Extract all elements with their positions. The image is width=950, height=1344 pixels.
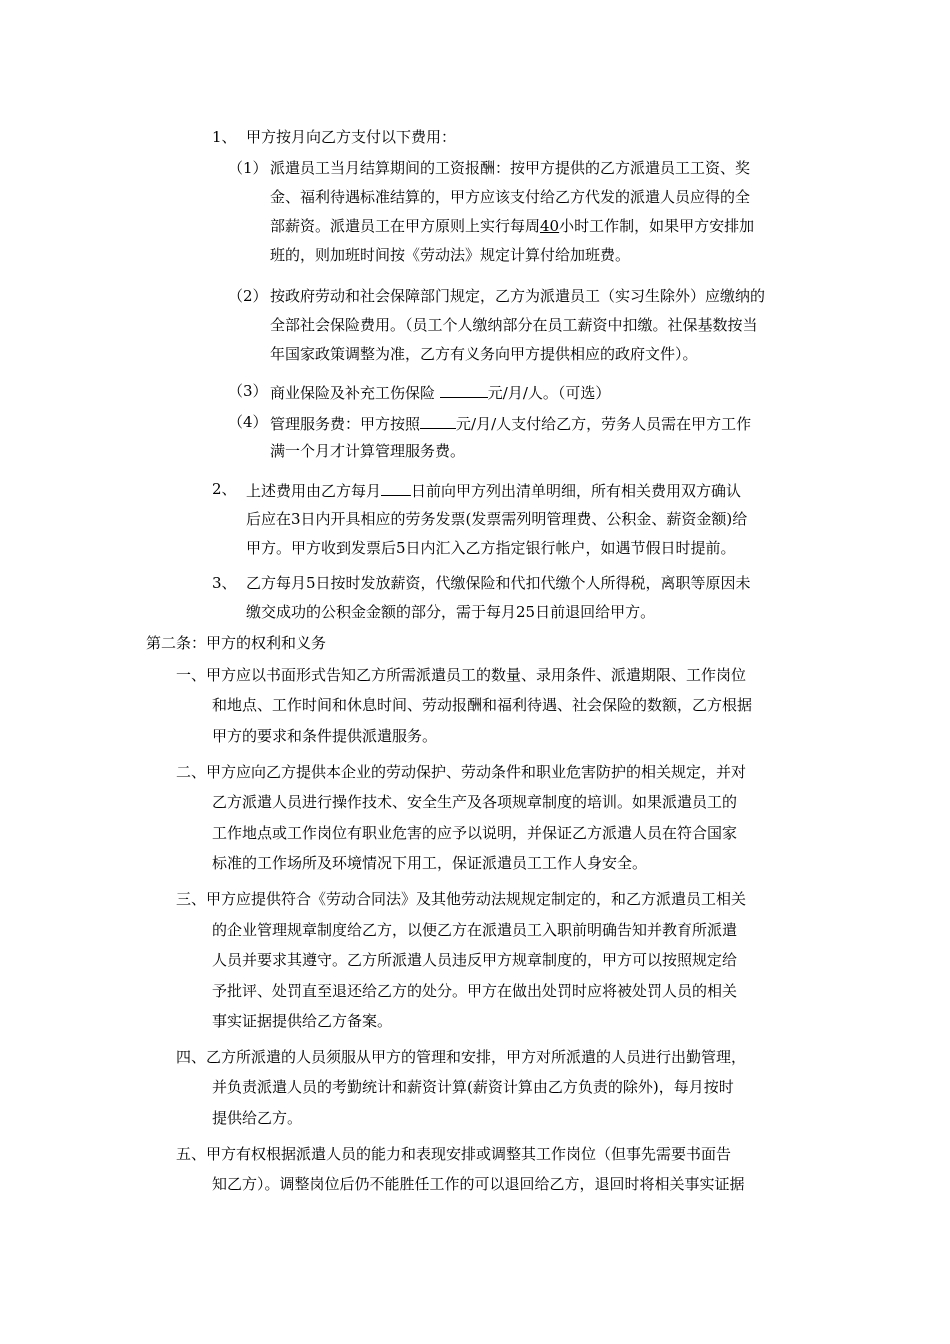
sub-4-line-1: [270, 412, 751, 432]
art2-item-3-line-5: 事实证据提供给乙方备案。: [212, 1012, 393, 1030]
art2-item-5-line-1: 五、甲方有权根据派遣人员的能力和表现安排或调整其工作岗位（但事先需要书面告: [176, 1145, 732, 1163]
weekly-hours-value: 40: [540, 217, 560, 235]
art2-item-2-line-3: 工作地点或工作岗位有职业危害的应予以说明，并保证乙方派遣人员在符合国家: [212, 824, 738, 842]
sub-1-line-3: [270, 216, 754, 236]
art2-item-3-line-3: 人员并要求其遵守。乙方所派遣人员违反甲方规章制度的，甲方可以按照规定给: [212, 951, 738, 969]
art2-item-1-line-1: 一、甲方应以书面形式告知乙方所需派遣员工的数量、录用条件、派遣期限、工作岗位: [176, 666, 747, 684]
art2-item-3-line-1: 三、甲方应提供符合《劳动合同法》及其他劳动法规规定制定的，和乙方派遣员工相关: [176, 890, 747, 908]
billing-day-blank[interactable]: [381, 479, 411, 496]
sub-number-2: （2）: [228, 287, 268, 305]
art2-item-2-line-2: 乙方派遣人员进行操作技术、安全生产及各项规章制度的培训。如果派遣员工的: [212, 793, 738, 811]
sub-1-line-2: 金、福利待遇标准结算的，甲方应该支付给乙方代发的派遣人员应得的全: [270, 188, 751, 206]
sub-4-text-b: 元/月/人支付给乙方，劳务人员需在甲方工作: [456, 415, 752, 433]
sub-2-line-3: 年国家政策调整为准，乙方有义务向甲方提供相应的政府文件）。: [270, 345, 698, 363]
art2-item-1-line-3: 甲方的要求和条件提供派遣服务。: [212, 727, 438, 745]
item-2-text-a: 上述费用由乙方每月: [246, 482, 382, 500]
management-fee-blank[interactable]: [420, 412, 456, 429]
item-3-line-1: 乙方每月5日按时发放薪资，代缴保险和代扣代缴个人所得税，离职等原因未: [246, 574, 751, 592]
item-1-text: 甲方按月向乙方支付以下费用：: [246, 128, 457, 146]
item-2-line-1: [246, 479, 741, 499]
art2-item-4-line-2: 并负责派遣人员的考勤统计和薪资计算(薪资计算由乙方负责的除外)，每月按时: [212, 1078, 734, 1096]
art2-item-5-line-2: 知乙方）。调整岗位后仍不能胜任工作的可以退回给乙方，退回时将相关事实证据: [212, 1175, 745, 1193]
sub-3-text-a: 商业保险及补充工伤保险: [270, 384, 436, 402]
art2-item-3-line-4: 予批评、处罚直至退还给乙方的处分。甲方在做出处罚时应将被处罚人员的相关: [212, 982, 738, 1000]
insurance-amount-blank[interactable]: [440, 381, 488, 398]
item-2-text-b: 日前向甲方列出清单明细，所有相关费用双方确认: [411, 482, 742, 500]
art2-item-1-line-2: 和地点、工作时间和休息时间、劳动报酬和福利待遇、社会保险的数额，乙方根据: [212, 696, 753, 714]
sub-1-line-1: 派遣员工当月结算期间的工资报酬：按甲方提供的乙方派遣员工工资、奖: [270, 159, 751, 177]
sub-3-line-1: [270, 381, 610, 401]
sub-4-text-a: 管理服务费：甲方按照: [270, 415, 421, 433]
item-number-2: 2、: [212, 480, 237, 498]
sub-2-line-1: 按政府劳动和社会保障部门规定，乙方为派遣员工（实习生除外）应缴纳的: [270, 287, 766, 305]
item-number-3: 3、: [212, 574, 237, 592]
art2-item-4-line-1: 四、乙方所派遣的人员须服从甲方的管理和安排，甲方对所派遣的人员进行出勤管理，: [176, 1048, 747, 1066]
sub-3-text-b: 元/月/人。（可选）: [487, 384, 611, 402]
art2-item-2-line-1: 二、甲方应向乙方提供本企业的劳动保护、劳动条件和职业危害防护的相关规定，并对: [176, 763, 747, 781]
item-number-1: 1、: [212, 128, 237, 146]
article-2-heading: 第二条：甲方的权利和义务: [146, 634, 327, 652]
art2-item-4-line-3: 提供给乙方。: [212, 1109, 303, 1127]
sub-4-line-2: 满一个月才计算管理服务费。: [270, 442, 466, 460]
sub-number-3: （3）: [228, 382, 268, 400]
art2-item-2-line-4: 标准的工作场所及环境情况下用工，保证派遣员工工作人身安全。: [212, 854, 648, 872]
sub-number-4: （4）: [228, 413, 268, 431]
item-2-line-3: 甲方。甲方收到发票后5日内汇入乙方指定银行帐户，如遇节假日时提前。: [246, 539, 736, 557]
sub-2-line-2: 全部社会保险费用。（员工个人缴纳部分在员工薪资中扣缴。社保基数按当: [270, 316, 758, 334]
item-3-line-2: 缴交成功的公积金金额的部分，需于每月25日前退回给甲方。: [246, 603, 656, 621]
sub-1-line-4: 班的，则加班时间按《劳动法》规定计算付给加班费。: [270, 246, 631, 264]
sub-number-1: （1）: [228, 159, 268, 177]
sub-1-line-3-b: 小时工作制，如果甲方安排加: [559, 217, 755, 235]
item-2-line-2: 后应在3日内开具相应的劳务发票(发票需列明管理费、公积金、薪资金额)给: [246, 510, 748, 528]
sub-1-line-3-a: 部薪资。派遣员工在甲方原则上实行每周: [270, 217, 541, 235]
art2-item-3-line-2: 的企业管理规章制度给乙方，以便乙方在派遣员工入职前明确告知并教育所派遣: [212, 921, 738, 939]
